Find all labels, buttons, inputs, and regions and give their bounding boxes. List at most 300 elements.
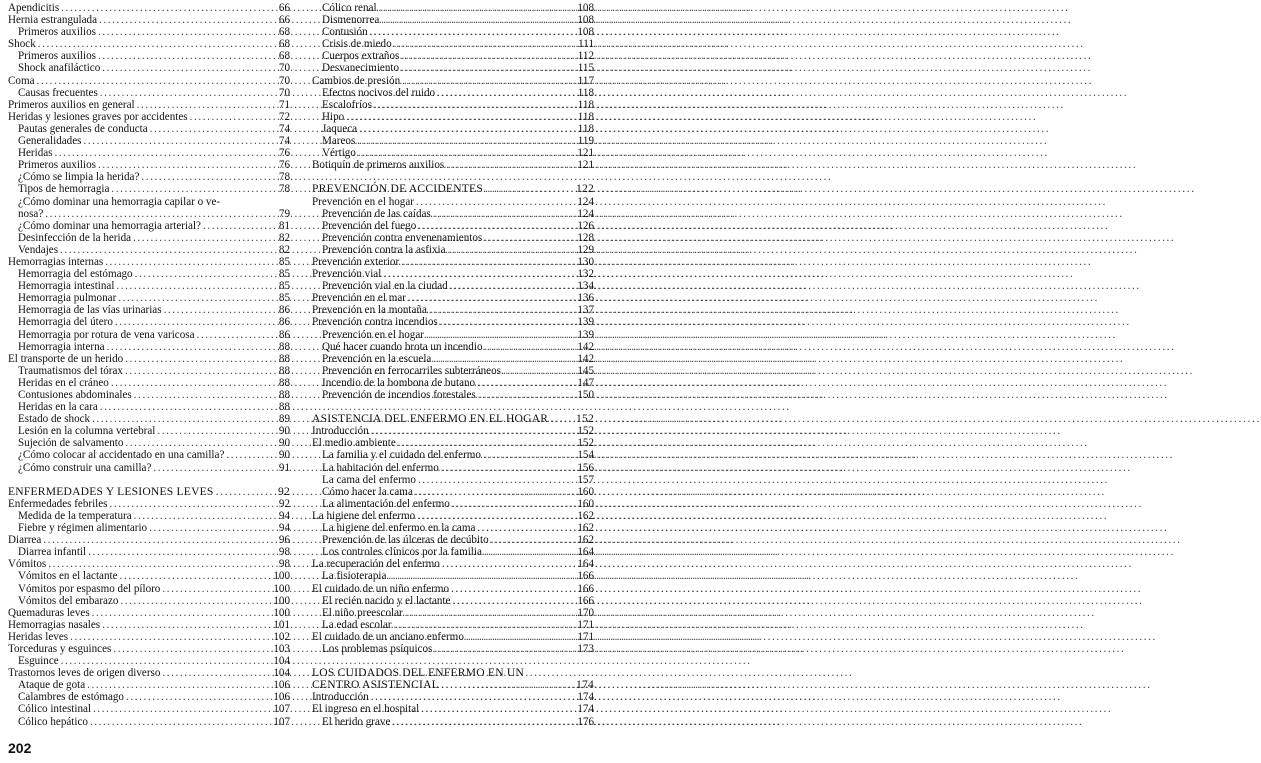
toc-entry <box>312 75 594 87</box>
dot-leader <box>226 449 272 461</box>
toc-subentry <box>8 232 290 244</box>
section-spacer <box>8 474 290 486</box>
toc-entry-label: Medida de la temperatura <box>18 509 132 522</box>
dot-leader <box>100 87 272 99</box>
toc-entry-label: Prevención contra la asfixia <box>322 243 446 256</box>
toc-entry-label: Calambres de estómago <box>18 691 124 704</box>
toc-entry-page-number: 117 <box>577 74 594 87</box>
toc-subentry <box>312 50 594 62</box>
dot-leader <box>478 389 576 401</box>
toc-entry-label: Primeros auxilios en general <box>8 98 135 111</box>
toc-entry-page-number: 88 <box>278 340 290 353</box>
toc-entry-label: Botiquín de primeros auxilios <box>312 159 445 172</box>
toc-subentry <box>312 643 594 655</box>
toc-entry-page-number: 166 <box>577 582 594 595</box>
toc-entry-label: ¿Cómo dominar una hemorragia capilar o ve- <box>18 195 221 208</box>
toc-subentry <box>312 534 594 546</box>
toc-entry-label: Primeros auxilios <box>18 26 96 39</box>
toc-section-heading <box>312 183 594 195</box>
toc-entry-label: La edad escolar <box>322 618 392 631</box>
toc-subentry <box>312 522 594 534</box>
toc-entry-label: Heridas y lesiones graves por accidentes <box>8 110 188 123</box>
toc-entry-label: Vómitos por espasmo del píloro <box>18 582 161 595</box>
toc-entry-page-number: 106 <box>273 691 290 704</box>
dot-leader <box>359 123 576 135</box>
toc-entry-label: Prevención del fuego <box>322 219 417 232</box>
toc-entry-label: Causas frecuentes <box>18 86 98 99</box>
toc-entry-label: Cómo hacer la cama <box>322 485 413 498</box>
toc-subentry <box>8 691 290 703</box>
toc-entry-label: Introducción <box>312 425 369 438</box>
toc-entry-label: PREVENCIÓN DE ACCIDENTES <box>312 182 483 196</box>
toc-entry-page-number: 156 <box>577 461 594 474</box>
dot-leader <box>418 220 575 232</box>
toc-subentry <box>8 196 290 208</box>
dot-leader <box>115 316 272 328</box>
dot-leader <box>394 38 576 50</box>
dot-leader <box>374 99 576 111</box>
toc-subentry <box>312 2 594 14</box>
toc-entry-page-number: 139 <box>577 328 594 341</box>
toc-entry-page-number: 160 <box>577 485 594 498</box>
toc-entry-label: La higiene del enfermo <box>312 509 416 522</box>
toc-entry <box>8 619 290 631</box>
toc-subentry <box>312 389 594 401</box>
toc-entry-page-number: 115 <box>577 62 594 75</box>
dot-leader <box>110 498 273 510</box>
toc-entry-page-number: 94 <box>278 509 290 522</box>
toc-entry-page-number: 88 <box>278 401 290 414</box>
toc-entry-page-number: 162 <box>577 509 594 522</box>
toc-subentry <box>8 280 290 292</box>
toc-entry-label: Quemaduras leves <box>8 606 90 619</box>
dot-leader <box>118 292 272 304</box>
toc-entry-label: Prevención de las úlceras de decúbito <box>322 534 489 547</box>
toc-entry-label: Prevención de las caídas <box>322 207 431 220</box>
toc-subentry <box>8 123 290 135</box>
toc-entry-label: Heridas en el cráneo <box>18 376 109 389</box>
toc-entry-page-number: 108 <box>577 26 594 39</box>
toc-entry-label: Desinfección de la herida <box>18 231 132 244</box>
toc-entry-page-number: 76 <box>278 159 290 172</box>
toc-subentry <box>8 26 290 38</box>
toc-entry-page-number: 98 <box>278 546 290 559</box>
toc-entry <box>312 425 594 437</box>
toc-entry-page-number: 118 <box>577 110 594 123</box>
toc-entry-page-number: 174 <box>577 703 594 716</box>
dot-leader <box>45 208 272 220</box>
toc-entry-label: El cuidado de un niño enfermo <box>312 582 450 595</box>
dot-leader <box>116 280 272 292</box>
toc-subentry <box>8 546 290 558</box>
toc-entry <box>312 159 594 171</box>
dot-leader <box>37 75 273 87</box>
toc-entry-page-number: 166 <box>577 570 594 583</box>
dot-leader <box>90 716 271 728</box>
dot-leader <box>484 232 575 244</box>
dot-leader <box>153 462 272 474</box>
toc-subentry <box>312 546 594 558</box>
toc-subentry <box>312 365 594 377</box>
toc-entry <box>312 268 594 280</box>
dot-leader <box>197 329 273 341</box>
toc-entry-label: Prevención exterior <box>312 255 400 268</box>
toc-entry-page-number: 92 <box>278 484 290 498</box>
dot-leader <box>441 679 574 691</box>
dot-leader <box>99 14 272 26</box>
toc-entry-label: El cuidado de un anciano enfermo <box>312 630 464 643</box>
toc-entry-label: Efectos nocivos del ruido <box>322 86 436 99</box>
dot-leader <box>48 558 272 570</box>
toc-entry-page-number: 118 <box>577 86 594 99</box>
toc-entry-label: Cuerpos extraños <box>322 50 400 63</box>
toc-entry-label: Dismenorrea <box>322 14 380 27</box>
toc-entry <box>8 256 290 268</box>
dot-leader <box>370 26 576 38</box>
toc-entry-label: Qué hacer cuando brota un incendio <box>322 340 483 353</box>
toc-entry-page-number: 70 <box>278 74 290 87</box>
toc-entry-label: ASISTENCIA DEL ENFERMO EN EL HOGAR <box>312 412 549 426</box>
toc-entry <box>312 292 594 304</box>
toc-entry-label: La recuperación del enfermo <box>312 558 440 571</box>
toc-entry <box>312 703 594 715</box>
toc-entry-page-number: 104 <box>273 667 290 680</box>
dot-leader <box>484 546 575 558</box>
dot-leader <box>111 183 272 195</box>
toc-entry-label: Hipo <box>322 110 345 123</box>
toc-subentry <box>312 607 594 619</box>
toc-entry-page-number: 171 <box>577 618 594 631</box>
dot-leader <box>441 462 576 474</box>
dot-leader <box>137 99 272 111</box>
toc-entry <box>8 111 290 123</box>
dot-leader <box>125 353 272 365</box>
toc-entry-label: ENFERMEDADES Y LESIONES LEVES <box>8 484 214 498</box>
toc-entry-page-number: 90 <box>278 437 290 450</box>
toc-entry-label: Enfermedades febriles <box>8 497 108 510</box>
toc-entry-label: El transporte de un herido <box>8 352 124 365</box>
toc-entry-label: Introducción <box>312 691 369 704</box>
toc-entry-page-number: 100 <box>273 594 290 607</box>
toc-entry-label: Primeros auxilios <box>18 50 96 63</box>
dot-leader <box>98 159 272 171</box>
dot-leader <box>446 159 575 171</box>
toc-entry <box>312 631 594 643</box>
dot-leader <box>415 486 575 498</box>
toc-entry-page-number: 78 <box>278 183 290 196</box>
toc-entry-label: Prevención de incendios forestales <box>322 389 476 401</box>
toc-entry-page-number: 104 <box>273 655 290 668</box>
toc-subentry <box>312 87 594 99</box>
dot-leader <box>416 196 575 208</box>
toc-subentry <box>8 244 290 256</box>
toc-subentry <box>312 208 594 220</box>
toc-subentry <box>8 268 290 280</box>
dot-leader <box>408 292 575 304</box>
toc-entry-page-number: 111 <box>578 38 594 51</box>
dot-leader <box>92 413 272 425</box>
toc-entry <box>8 75 290 87</box>
toc-entry-page-number: 79 <box>278 207 290 220</box>
toc-entry-label: Prevención en la escuela <box>322 352 432 365</box>
toc-subentry <box>8 183 290 195</box>
dot-leader <box>88 546 272 558</box>
toc-entry-label: Prevención contra incendios <box>312 316 438 329</box>
toc-entry-page-number: 90 <box>278 425 290 438</box>
toc-entry-label: Vendajes <box>18 243 59 256</box>
toc-entry-page-number: 103 <box>273 642 290 655</box>
dot-leader <box>452 595 575 607</box>
toc-entry <box>8 99 290 111</box>
toc-entry-page-number: 89 <box>278 413 290 426</box>
toc-entry-label: Diarrea infantil <box>18 546 87 559</box>
toc-entry <box>8 498 290 510</box>
toc-entry-page-number: 74 <box>278 122 290 135</box>
toc-subentry <box>312 99 594 111</box>
toc-subentry <box>312 38 594 50</box>
dot-leader <box>392 716 575 728</box>
toc-entry-page-number: 142 <box>577 340 594 353</box>
toc-entry <box>8 38 290 50</box>
dot-leader <box>120 595 271 607</box>
toc-entry-page-number: 94 <box>278 522 290 535</box>
toc-entry-label: Prevención vial en la ciudad <box>322 280 448 293</box>
toc-entry-label: La habitación del enfermo <box>322 461 439 474</box>
toc-entry <box>8 14 290 26</box>
toc-entry-label: ¿Cómo dominar una hemorragia arterial? <box>18 219 201 232</box>
toc-entry-page-number: 139 <box>577 316 594 329</box>
toc-entry-page-number: 152 <box>576 412 594 426</box>
dot-leader <box>401 256 575 268</box>
toc-entry-label: Heridas <box>18 147 53 160</box>
toc-entry-page-number: 90 <box>278 449 290 462</box>
toc-entry-label: Prevención contra envenenamientos <box>322 231 483 244</box>
toc-entry <box>312 256 594 268</box>
dot-leader <box>394 619 576 631</box>
toc-entry-label: Cólico hepático <box>18 715 88 728</box>
toc-entry <box>8 353 290 365</box>
toc-entry-page-number: 130 <box>577 255 594 268</box>
toc-subentry <box>8 655 290 667</box>
dot-leader <box>434 643 575 655</box>
dot-leader <box>379 2 576 14</box>
toc-entry-label: Apendicitis <box>8 2 60 14</box>
toc-subentry <box>8 679 290 691</box>
toc-entry-page-number: 118 <box>577 122 594 135</box>
toc-subentry <box>8 583 290 595</box>
toc-subentry <box>8 316 290 328</box>
dot-leader <box>133 232 272 244</box>
dot-leader <box>100 401 272 413</box>
toc-entry-page-number: 174 <box>576 678 594 692</box>
toc-entry-page-number: 107 <box>273 703 290 716</box>
dot-leader <box>418 474 575 486</box>
dot-leader <box>164 304 272 316</box>
dot-leader <box>111 377 272 389</box>
dot-leader <box>429 304 575 316</box>
toc-entry-label: Lesión en la columna vertebral <box>18 425 156 438</box>
toc-entry-label: ¿Cómo construir una camilla? <box>18 461 152 474</box>
toc-entry-label: Hemorragias internas <box>8 255 104 268</box>
dot-leader <box>134 510 272 522</box>
toc-entry-label: Hemorragia por rotura de vena varicosa <box>18 328 195 341</box>
dot-leader <box>98 26 272 38</box>
toc-entry-label: La familia y el cuidado del enfermo <box>322 449 481 462</box>
dot-leader <box>38 38 272 50</box>
toc-entry-page-number: 88 <box>278 364 290 377</box>
dot-leader <box>433 208 576 220</box>
toc-entry-page-number: 121 <box>577 159 594 172</box>
toc-entry-label: Los problemas psíquicos <box>322 642 433 655</box>
toc-entry <box>8 2 290 14</box>
dot-leader <box>120 570 272 582</box>
toc-entry-label: Incendio de la bombona de butano <box>322 376 476 389</box>
dot-leader <box>125 365 272 377</box>
toc-subentry <box>8 413 290 425</box>
toc-entry-page-number: 82 <box>278 243 290 256</box>
dot-leader <box>162 583 271 595</box>
toc-subentry <box>312 619 594 631</box>
toc-entry-page-number: 102 <box>273 630 290 643</box>
toc-entry-page-number: 129 <box>577 243 594 256</box>
toc-entry-page-number: 81 <box>278 219 290 232</box>
toc-entry-page-number: 142 <box>577 352 594 365</box>
dot-leader <box>371 425 576 437</box>
dot-leader <box>401 62 576 74</box>
toc-entry-label: ¿Cómo se limpia la herida? <box>18 171 140 184</box>
dot-leader <box>371 691 576 703</box>
dot-leader <box>433 353 575 365</box>
dot-leader <box>477 522 575 534</box>
toc-subentry <box>312 341 594 353</box>
dot-leader <box>358 147 575 159</box>
toc-entry-label: El niño preescolar <box>322 606 403 619</box>
toc-entry-label: Cólico intestinal <box>18 703 92 716</box>
toc-entry-label: Diarrea <box>8 534 42 547</box>
toc-subentry <box>312 716 594 728</box>
dot-leader <box>60 244 272 256</box>
toc-entry-page-number: 157 <box>577 473 594 486</box>
toc-entry-page-number: 106 <box>273 679 290 692</box>
toc-entry-page-number: 171 <box>577 630 594 643</box>
toc-entry-label: Ataque de gota <box>18 679 86 692</box>
dot-leader <box>448 244 576 256</box>
toc-entry-page-number: 132 <box>577 268 594 281</box>
toc-entry-label: Prevención en el hogar <box>322 328 424 341</box>
toc-subentry <box>8 365 290 377</box>
dot-leader <box>83 135 272 147</box>
toc-entry <box>8 534 290 546</box>
toc-entry-page-number: 78 <box>278 171 290 184</box>
toc-entry-page-number: 108 <box>577 2 594 14</box>
toc-entry-label: nosa? <box>18 207 44 220</box>
toc-entry-page-number: 91 <box>278 461 290 474</box>
toc-entry-label: Prevención en ferrocarriles subterráneos <box>322 364 501 377</box>
toc-subentry <box>312 498 594 510</box>
dot-leader <box>491 534 576 546</box>
toc-entry-label: Prevención en el mar <box>312 292 406 305</box>
toc-entry-page-number: 82 <box>278 231 290 244</box>
toc-subentry <box>312 220 594 232</box>
toc-entry-page-number: 152 <box>577 425 594 438</box>
toc-entry-label: Hemorragia pulmonar <box>18 292 117 305</box>
toc-subentry <box>8 62 290 74</box>
toc-entry-page-number: 100 <box>273 582 290 595</box>
toc-entry-label: El medio ambiente <box>312 437 396 450</box>
toc-entry <box>8 631 290 643</box>
toc-entry-label: El recién nacido y el lactante <box>322 594 451 607</box>
dot-leader <box>126 691 271 703</box>
toc-entry-label: Coma <box>8 74 35 87</box>
toc-entry-page-number: 71 <box>278 98 290 111</box>
toc-subentry <box>312 14 594 26</box>
toc-entry-page-number: 85 <box>278 255 290 268</box>
toc-entry-label: Generalidades <box>18 135 82 148</box>
toc-entry <box>312 510 594 522</box>
toc-entry-label: Esguince <box>18 655 59 668</box>
toc-entry-label: El herido grave <box>322 715 391 728</box>
toc-entry-page-number: 98 <box>278 558 290 571</box>
toc-entry-page-number: 88 <box>278 352 290 365</box>
toc-entry-page-number: 122 <box>576 182 594 196</box>
dot-leader <box>383 268 575 280</box>
dot-leader <box>442 558 576 570</box>
toc-subentry <box>8 329 290 341</box>
toc-entry-page-number: 166 <box>577 594 594 607</box>
toc-entry-page-number: 92 <box>278 497 290 510</box>
dot-leader <box>357 135 575 147</box>
toc-entry-label: ¿Cómo colocar al accidentado en una camilla? <box>18 449 225 462</box>
toc-entry-page-number: 126 <box>577 219 594 232</box>
toc-subentry <box>312 353 594 365</box>
toc-subentry <box>312 377 594 389</box>
dot-leader <box>87 679 271 691</box>
toc-entry-page-number: 145 <box>577 364 594 377</box>
dot-leader <box>398 437 576 449</box>
toc-entry <box>312 558 594 570</box>
toc-subentry <box>8 570 290 582</box>
toc-subentry <box>312 595 594 607</box>
toc-entry-page-number: 68 <box>278 26 290 39</box>
toc-entry-page-number: 128 <box>577 231 594 244</box>
toc-entry-label: La fisioterapia <box>322 570 387 583</box>
toc-column-left <box>8 2 290 728</box>
toc-entry-label: Hemorragia de las vías urinarias <box>18 304 162 317</box>
toc-entry-page-number: 112 <box>577 50 594 63</box>
toc-entry <box>312 316 594 328</box>
toc-entry-page-number: 85 <box>278 292 290 305</box>
toc-subentry <box>312 147 594 159</box>
toc-entry-page-number: 66 <box>278 2 290 14</box>
dot-leader <box>346 111 576 123</box>
toc-subentry <box>8 171 290 183</box>
toc-entry-label: La higiene del enfermo en la cama <box>322 522 476 535</box>
toc-entry-label: Contusiones abdominales <box>18 389 132 401</box>
toc-entry <box>312 583 594 595</box>
dot-leader <box>134 389 272 401</box>
toc-entry-page-number: 176 <box>577 715 594 728</box>
toc-entry-page-number: 70 <box>278 62 290 75</box>
toc-entry-label: Hemorragia del estómago <box>18 268 133 281</box>
toc-subentry <box>312 26 594 38</box>
toc-entry-page-number: 100 <box>273 606 290 619</box>
dot-leader <box>402 75 576 87</box>
toc-entry-page-number: 154 <box>577 449 594 462</box>
toc-entry-page-number: 124 <box>577 195 594 208</box>
toc-entry-page-number: 108 <box>577 14 594 27</box>
dot-leader <box>437 87 576 99</box>
toc-entry-label: Traumatismos del tórax <box>18 364 123 377</box>
